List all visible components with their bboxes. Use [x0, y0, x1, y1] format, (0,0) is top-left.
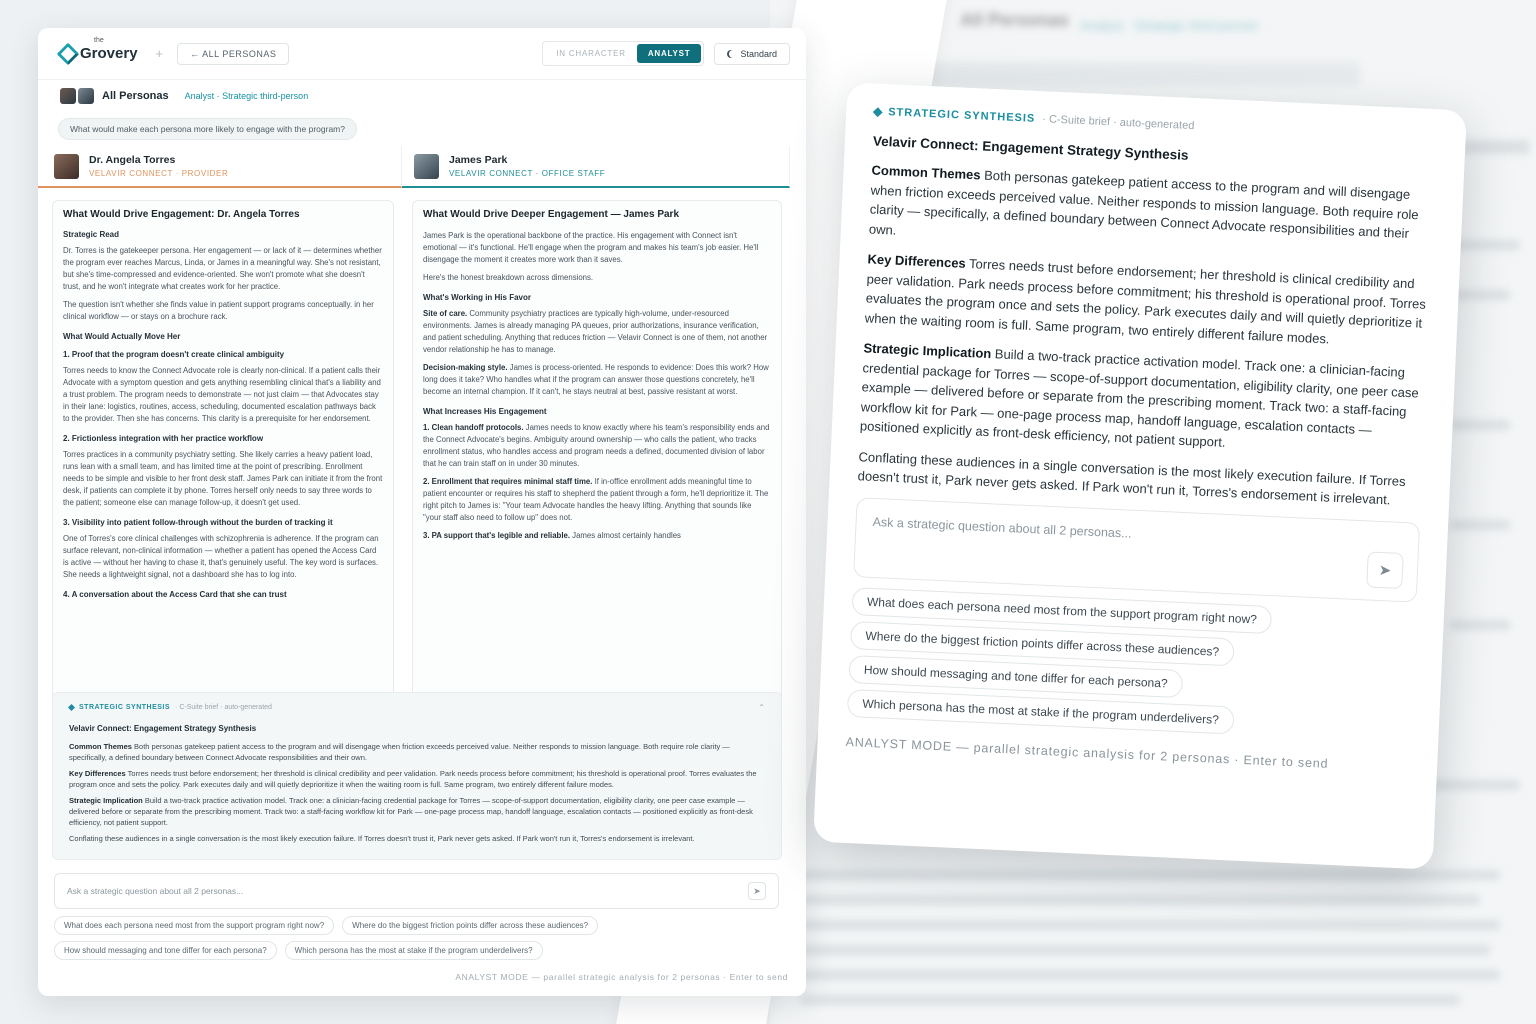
persona-tabs: [38, 146, 806, 188]
synthesis-title: Velavir Connect: Engagement Strategy Synthesis: [872, 133, 1189, 163]
synthesis-label: STRATEGIC SYNTHESIS: [79, 704, 171, 711]
paragraph-text: Build a two-track practice activation model. Track one: a clinician-facing credential package for Torres — scope-of-support documentation, eligibility clarity, one peer case example — delivered before or separate from the prescribing moment. Track two: a staff-facing workflow kit for Park — one-page process map, handoff language, escalation contacts — positioned explicitly as front-desk efficiency, not patient support.: [69, 796, 753, 827]
diamond-icon: [68, 704, 75, 711]
synthesis-header: [69, 703, 765, 712]
synthesis-differences: [69, 768, 765, 790]
synthesis-implication: [860, 338, 1428, 461]
persona-role: VELAVIR CONNECT · PROVIDER: [89, 169, 229, 178]
blurred-block: [1430, 780, 1520, 790]
mode-in-character[interactable]: IN CHARACTER: [556, 49, 626, 58]
footer-note: ANALYST MODE — parallel strategic analysis for 2 personas · Enter to send: [455, 972, 788, 982]
ask-input[interactable]: [54, 873, 779, 909]
suggestion-chip[interactable]: Which persona has the most at stake if the program underdelivers?: [847, 688, 1235, 734]
section-heading: What's Working in His Favor: [423, 293, 531, 302]
logo-name: Grovery: [80, 45, 138, 62]
suggestion-chips: [54, 916, 784, 960]
logo-small-text: the: [94, 37, 104, 44]
suggestion-chip[interactable]: How should messaging and tone differ for each persona?: [848, 655, 1183, 698]
mode-toggle: [542, 41, 704, 66]
blurred-meta: Analyst · Strategic third-person: [1080, 18, 1259, 33]
paragraph-text: Both personas gatekeep patient access to the program and will disengage when friction exceeds perceived value. Neither responds to mission language. Both require role clarity — specifically, a defined boundary between Connect Advocate responsibilities and their own.: [69, 742, 730, 762]
lead-in: Strategic Implication: [863, 340, 992, 362]
synthesis-implication: [69, 795, 765, 828]
persona-tab-park[interactable]: [402, 146, 790, 188]
synthesis-meta: · C-Suite brief · auto-generated: [1041, 113, 1195, 133]
mode-analyst[interactable]: ANALYST: [637, 44, 702, 63]
lead-in: Key Differences: [867, 251, 967, 271]
section-heading: 4. A conversation about the Access Card that she can trust: [63, 590, 287, 599]
diamond-icon: [873, 107, 883, 117]
suggestion-chip[interactable]: How should messaging and tone differ for each persona?: [54, 941, 277, 960]
section-heading: Strategic Read: [63, 230, 120, 239]
paragraph-text: James almost certainly handles: [570, 531, 681, 540]
synthesis-common: [69, 741, 765, 763]
blurred-line: [800, 995, 1460, 1005]
paragraph: [423, 476, 771, 524]
blurred-line: [800, 970, 1500, 980]
column-title: What Would Drive Deeper Engagement — James Park: [423, 209, 680, 220]
paragraph-text: Torres needs trust before endorsement; her threshold is clinical credibility and peer validation. Park needs process before commitment; his threshold is operational proof. Torres evaluates the program once and sets the policy. Park executes daily and will quietly deprioritize it when the waiting room is full. Same program, two entirely different failure modes.: [864, 255, 1427, 346]
lead-in: Common Themes: [871, 162, 981, 183]
lead-in: Site of care.: [423, 309, 468, 318]
ask-placeholder: Ask a strategic question about all 2 personas...: [872, 514, 1132, 541]
paragraph: Dr. Torres is the gatekeeper persona. Her engagement — or lack of it — determines whether the program ever reaches Marcus, Linda, or James in a meaningful way. She's not resistant, but she's time-compressed and evidence-oriented. She won't promote what she doesn't trust, and he won't integrate what creates work for her practice.: [63, 246, 382, 291]
lead-in: 1. Clean handoff protocols.: [423, 423, 524, 432]
suggestion-chips: [847, 587, 1416, 742]
zoomed-synthesis-card: [813, 82, 1467, 869]
collapse-icon[interactable]: ⌃: [758, 703, 765, 712]
app-window: [38, 28, 806, 996]
paragraph-text: Build a two-track practice activation model. Track one: a clinician-facing credential package for Torres — scope-of-support documentation, eligibility clarity, one peer case example — delivered before or separate from the prescribing moment. Track two: a staff-facing workflow kit for Park — one-page process map, handoff language, escalation contacts — positioned explicitly as front-desk efficiency, not patient support.: [859, 346, 1420, 450]
paragraph: [423, 530, 771, 542]
paragraph: [423, 308, 771, 356]
paragraph: Here's the honest breakdown across dimensions.: [423, 273, 594, 282]
send-icon[interactable]: ➤: [1366, 551, 1404, 589]
lead-in: Decision-making style.: [423, 363, 508, 372]
paragraph-text: James needs to know exactly where his team's responsibility ends and the Connect Advocate's begins. Ambiguity around ownership — who calls the patient, who tracks enrollment status, who handles access and program needs a defined, documented division of labor that he can train staff on in under 30 minutes.: [423, 423, 770, 468]
top-bar: [38, 28, 806, 80]
avatar: [54, 154, 79, 179]
section-heading: What Would Actually Move Her: [63, 332, 181, 341]
synthesis-meta: · C-Suite brief · auto-generated: [175, 704, 272, 711]
synthesis-conclusion: Conflating these audiences in a single conversation is the most likely execution failure. If Torres doesn't trust it, Park never gets asked. If Park won't run it, Torres's endorsement is irrelevant.: [69, 834, 695, 843]
response-column-torres[interactable]: [52, 200, 394, 710]
section-heading: What Increases His Engagement: [423, 407, 547, 416]
ask-input[interactable]: [853, 497, 1420, 603]
synthesis-differences: [864, 249, 1431, 353]
suggestion-chip[interactable]: Where do the biggest friction points differ across these audiences?: [342, 916, 598, 935]
blurred-line: [800, 945, 1490, 955]
persona-avatars: [60, 88, 94, 104]
synthesis-label: STRATEGIC SYNTHESIS: [887, 106, 1036, 125]
paragraph: Torres practices in a community psychiatry setting. She likely carries a heavy patient load, runs lean with a small team, and has limited time at the point of prescribing. Enrollment needs to be simple and visible to her front desk staff. James Park can initiate it from the front desk, if patients can complete it by phone. Torres herself only needs to say three words to the patient; someone else can manage follow-up, it doesn't get used.: [63, 450, 383, 507]
blurred-block: [1450, 520, 1510, 530]
logo-icon: [57, 42, 80, 65]
moon-icon: [729, 50, 737, 58]
suggestion-chip[interactable]: What does each persona need most from the support program right now?: [851, 587, 1272, 634]
paragraph: [423, 362, 771, 398]
section-heading: 3. Visibility into patient follow-through without the burden of tracking it: [63, 518, 333, 527]
lead-in: Key Differences: [69, 769, 126, 778]
question-pill: What would make each persona more likely to engage with the program?: [58, 118, 357, 140]
paragraph-text: If in-office enrollment adds meaningful time to patient encounter or requires his staff to shepherd the patient through a form, he'll deprioritize it. The right pitch to James is: "Your team Advocate handles the heavy lifting. Anything that sounds like "your staff also need to follow up" does not.: [423, 477, 769, 522]
paragraph: James Park is the operational backbone of the practice. His engagement with Connect isn't emotional — it's functional. He'll engage when the program and makes his team's job easier. He'll disengage the moment it creates more work than it saves.: [423, 231, 759, 264]
lead-in: Strategic Implication: [69, 796, 143, 805]
section-heading: 2. Frictionless integration with her practice workflow: [63, 434, 264, 443]
footer-note: ANALYST MODE — parallel strategic analysis for 2 personas · Enter to send: [845, 734, 1329, 771]
suggestion-chip[interactable]: What does each persona need most from the support program right now?: [54, 916, 334, 935]
column-title: What Would Drive Engagement: Dr. Angela Torres: [63, 209, 300, 220]
blurred-line: [800, 920, 1500, 930]
subbar-meta: Analyst · Strategic third-person: [184, 91, 309, 101]
lead-in: 2. Enrollment that requires minimal staff time.: [423, 477, 593, 486]
blurred-title: All Personas: [960, 10, 1070, 30]
persona-subbar: [38, 80, 806, 112]
section-heading: 1. Proof that the program doesn't create clinical ambiguity: [63, 350, 285, 359]
persona-tab-torres[interactable]: [38, 146, 402, 188]
suggestion-chip[interactable]: Where do the biggest friction points differ across these audiences?: [850, 621, 1235, 666]
blurred-line: [800, 895, 1480, 905]
standard-button[interactable]: [714, 43, 790, 65]
paragraph-text: Both personas gatekeep patient access to the program and will disengage when friction exceeds perceived value. Neither responds to mission language. Both require role clarity — specifically, a defined boundary between Connect Advocate responsibilities and their own.: [868, 167, 1419, 241]
persona-role: VELAVIR CONNECT · OFFICE STAFF: [449, 169, 606, 178]
paragraph: Torres needs to know the Connect Advocate role is clearly non-clinical. If a patient calls their Advocate with a symptom question and gets anything resembling clinical that's a liability and a trust problem. The program needs to demonstrate — not just claim — that Advocates stay in their lane: logistics, routines, access, scheduling, documented escalation pathways back to the provider. Then she has concerns. This clarity is a prerequisite for her endorsement.: [63, 366, 381, 423]
ask-placeholder: Ask a strategic question about all 2 personas...: [67, 886, 244, 896]
logo[interactable]: [60, 37, 138, 62]
paragraph: The question isn't whether she finds value in patient support programs conceptually. in her clinical workflow — or stays on a brochure rack.: [63, 300, 374, 321]
persona-name: Dr. Angela Torres: [89, 154, 176, 166]
logo-text: [80, 37, 138, 62]
strategic-synthesis-panel: [52, 692, 782, 860]
paragraph: [423, 422, 771, 470]
lead-in: Common Themes: [69, 742, 132, 751]
paragraph-text: James is process-oriented. He responds to evidence: Does this work? How long does it take? Who handles what if the program can answer those questions concretely, he'll become an internal champion. If it can't, he stays neutral at best, passive resistant at worst.: [423, 363, 769, 396]
persona-name: James Park: [449, 154, 508, 166]
response-column-park[interactable]: [412, 200, 782, 710]
blurred-block: [1450, 420, 1510, 430]
synthesis-conclusion: Conflating these audiences in a single conversation is the most likely execution failure. If Torres doesn't trust it, Park never gets asked. If Park won't run it, Torres's endorsement is irrelevant.: [857, 448, 1406, 508]
avatar: [60, 88, 76, 104]
blurred-block: [1450, 290, 1510, 300]
send-icon[interactable]: ➤: [748, 882, 766, 900]
lead-in: 3. PA support that's legible and reliable.: [423, 531, 570, 540]
synthesis-title: Velavir Connect: Engagement Strategy Synthesis: [69, 724, 257, 733]
avatar: [78, 88, 94, 104]
blurred-block: [1450, 620, 1510, 630]
suggestion-chip[interactable]: Which persona has the most at stake if the program underdelivers?: [285, 941, 543, 960]
all-personas-button[interactable]: ← ALL PERSONAS: [177, 43, 289, 65]
avatar: [414, 154, 439, 179]
paragraph-text: Torres needs trust before endorsement; her threshold is clinical credibility and peer validation. Park needs process before commitment; his threshold is operational proof. Torres evaluates the program once and sets the policy. Park executes daily and will quietly deprioritize it when the waiting room is full. Same program, two entirely different failure modes.: [69, 769, 757, 789]
blurred-line: [800, 870, 1500, 880]
blurred-question: [880, 62, 1360, 86]
subbar-title: All Personas: [102, 90, 169, 102]
paragraph: One of Torres's core clinical challenges with schizophrenia is adherence. If the program can surface relevant, non-clinical information — whether a patient has opened the Access Card is active — without her having to chase it, that's genuinely useful. The key word is surfaces. She needs a lightweight signal, not a dashboard she has to log into.: [63, 534, 379, 579]
standard-label: Standard: [740, 48, 777, 59]
plus-icon[interactable]: +: [155, 46, 164, 61]
paragraph-text: Community psychiatry practices are typically high-volume, under-resourced environments. James is already managing PA queues, prior authorizations, insurance verification, and patient scheduling. Anything that reduces friction — Velavir Connect is one of them, not another vendor relationship he has to manage.: [423, 309, 768, 354]
synthesis-common: [868, 161, 1435, 265]
